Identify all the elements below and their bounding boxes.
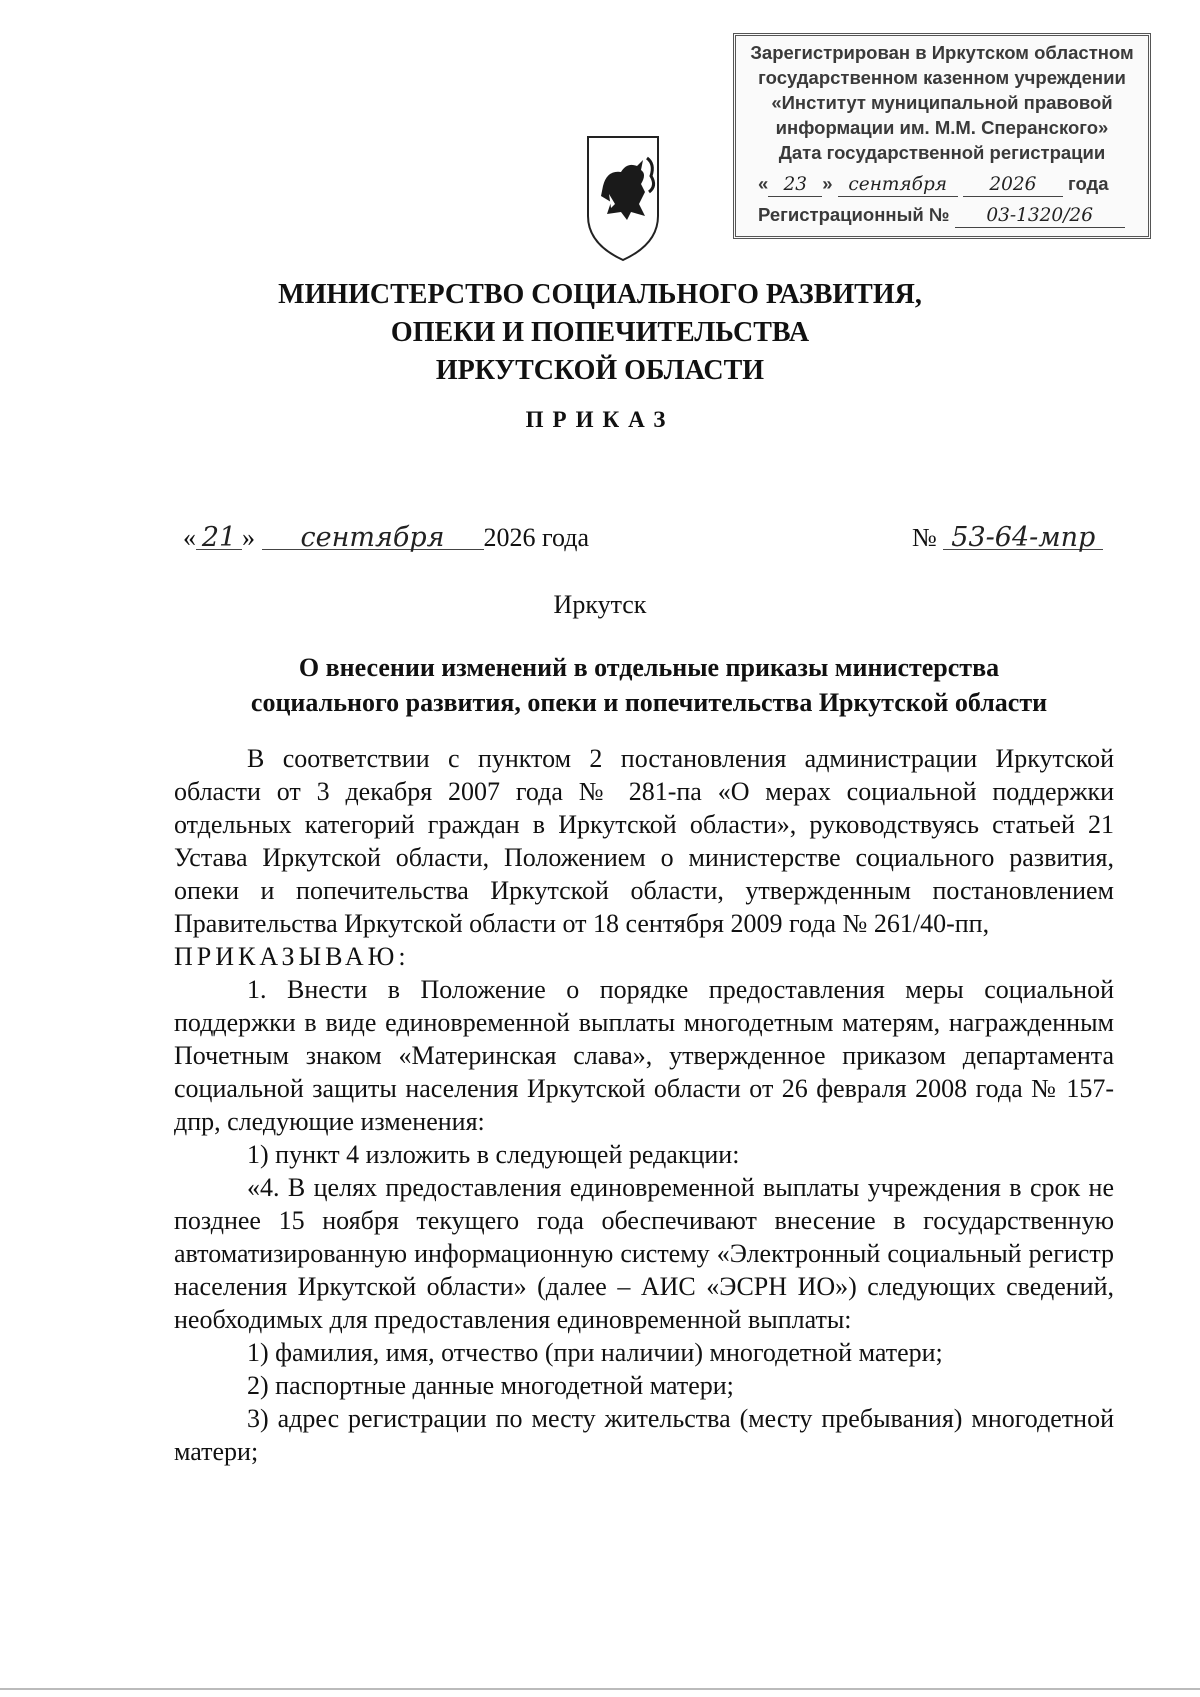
- order-date-year: 2026 года: [483, 523, 590, 552]
- decree-word: ПРИКАЗЫВАЮ:: [174, 942, 410, 971]
- ministry-header-line-3: ИРКУТСКОЙ ОБЛАСТИ: [435, 355, 765, 386]
- order-body: [174, 742, 1114, 1468]
- ministry-header-line-1: МИНИСТЕРСТВО СОЦИАЛЬНОГО РАЗВИТИЯ,: [278, 279, 922, 310]
- stamp-date-year: 2026: [963, 174, 1063, 197]
- order-date-day: 21: [196, 527, 242, 550]
- stamp-reg-row: [758, 202, 1140, 228]
- quoted-paragraph: «4. В целях предоставления единовременной выплаты учреждения в срок не позднее 15 ноября текущего года обеспечивают внесение в государственную автоматизированную информационную систему «Электронный социальный регистр населения Иркутской области» (далее – АИС «ЭСРН ИО») следующих сведений, необходимых для предоставления единовременной выплаты:: [174, 1173, 1114, 1334]
- order-date-open: «: [183, 523, 196, 552]
- stamp-line-2: государственном казенном учреждении: [758, 67, 1126, 88]
- list-item: 1) фамилия, имя, отчество (при наличии) многодетной матери;: [247, 1338, 943, 1367]
- ministry-header-line-2: ОПЕКИ И ПОПЕЧИТЕЛЬСТВА: [390, 317, 810, 348]
- order-number: [912, 523, 1103, 553]
- coat-of-arms-icon: [585, 134, 661, 264]
- city: Иркутск: [553, 590, 647, 619]
- item-1-paragraph: 1. Внести в Положение о порядке предоставления меры социальной поддержки в виде единовременной выплаты многодетным матерям, награжденным Почетным знаком «Материнская слава», утвержденное приказом департамента социальной защиты населения Иркутской области от 26 февраля 2008 года № 157-дпр, следующие изменения:: [174, 975, 1114, 1136]
- order-date-close: »: [242, 523, 255, 552]
- stamp-line-4: информации им. М.М. Сперанского»: [775, 117, 1109, 138]
- order-subject-line-1: О внесении изменений в отдельные приказы министерства: [298, 653, 1000, 682]
- stamp-line-1: Зарегистрирован в Иркутском областном: [750, 42, 1134, 63]
- preamble-paragraph: В соответствии с пунктом 2 постановления администрации Иркутской области от 3 декабря 2007 года № 281-па «О мерах социальной поддержки отдельных категорий граждан в Иркутской области», руководствуясь статьей 21 Устава Иркутской области, Положением о министерстве социального развития, опеки и попечительства Иркутской области, утвержденным постановлением Правительства Иркутской области от 18 сентября 2009 года № 261/40-пп,: [174, 744, 1114, 938]
- registration-stamp: [733, 33, 1151, 239]
- order-date-month: сентября: [262, 527, 484, 550]
- stamp-line-5: Дата государственной регистрации: [778, 142, 1106, 163]
- list-item: 2) паспортные данные многодетной матери;: [247, 1371, 734, 1400]
- order-subject: [170, 650, 1128, 720]
- order-number-label: №: [912, 523, 937, 552]
- stamp-line-3: «Институт муниципальной правовой: [771, 92, 1113, 113]
- ministry-header: [0, 276, 1200, 390]
- stamp-date-suffix: года: [1068, 173, 1109, 194]
- stamp-date-row: [758, 171, 1140, 197]
- stamp-reg-label: Регистрационный №: [758, 204, 950, 225]
- stamp-reg-number: 03-1320/26: [955, 205, 1125, 228]
- order-title: ПРИКАЗ: [525, 407, 675, 432]
- stamp-date-month: сентября: [838, 174, 958, 197]
- list-item: 3) адрес регистрации по месту жительства (месту пребывания) многодетной матери;: [174, 1404, 1114, 1466]
- order-number-value: 53-64-мпр: [943, 527, 1103, 550]
- stamp-date-day: 23: [768, 174, 822, 197]
- stamp-date-mid: »: [822, 173, 833, 194]
- stamp-date-open: «: [758, 173, 769, 194]
- sub-item-1-paragraph: 1) пункт 4 изложить в следующей редакции:: [247, 1140, 740, 1169]
- order-subject-line-2: социального развития, опеки и попечительства Иркутской области: [250, 688, 1048, 717]
- order-date: [183, 523, 589, 553]
- page-bottom-rule: [0, 1688, 1200, 1690]
